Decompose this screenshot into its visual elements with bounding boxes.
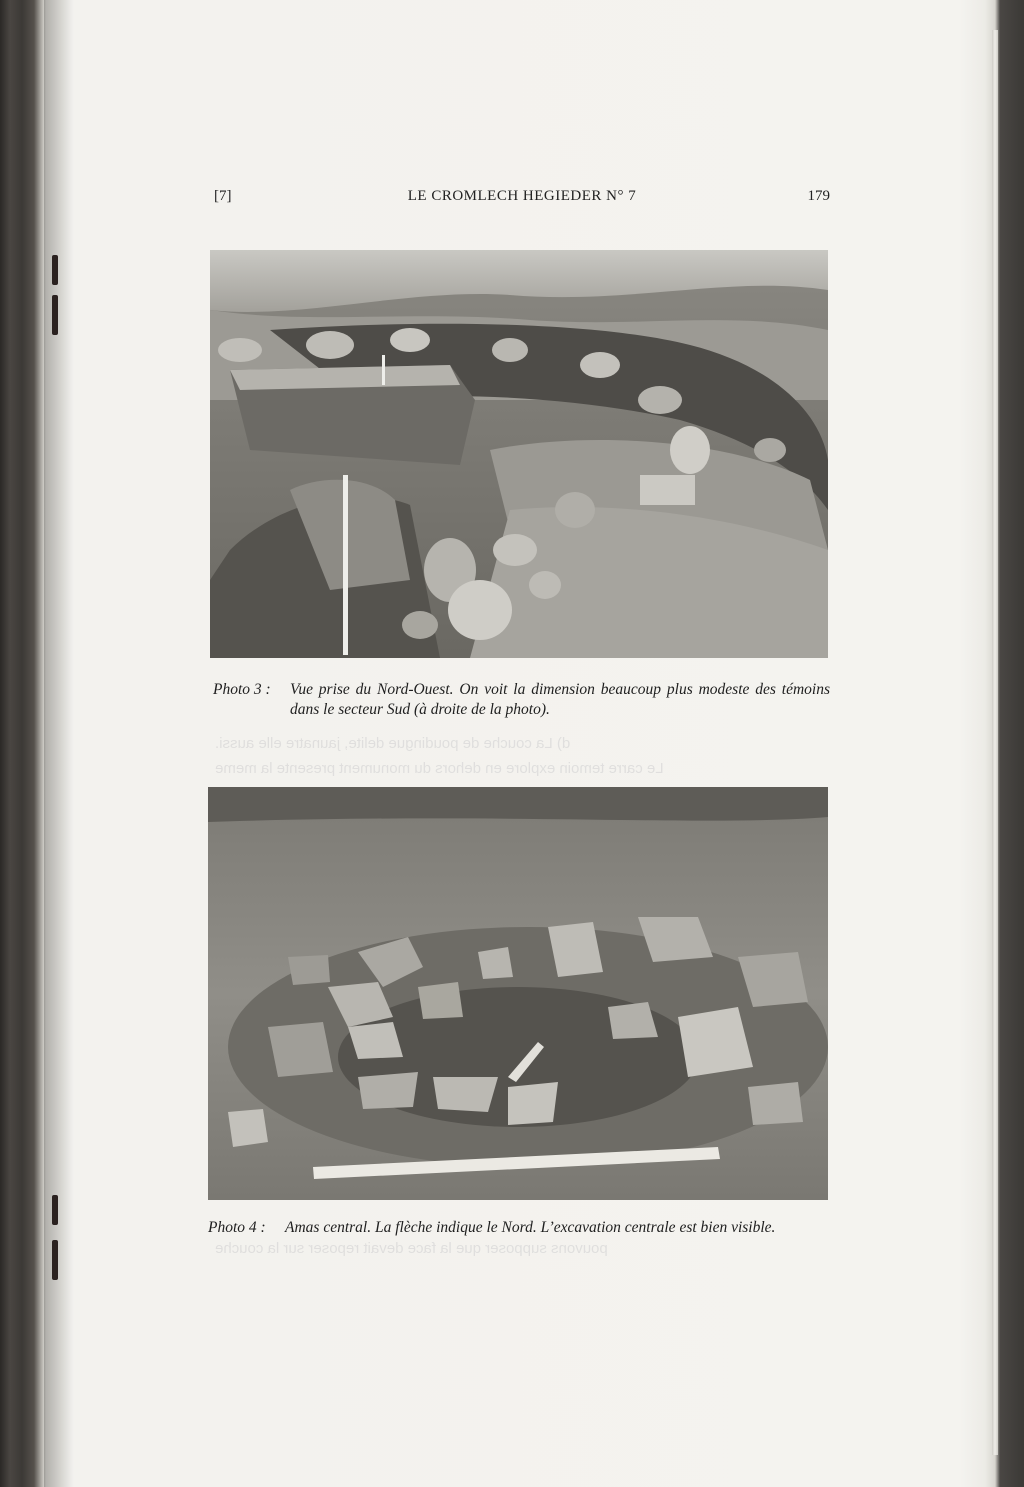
bleed-through-text: d) La couche de poudingue delite, jaunatre elle aussi. (215, 735, 571, 752)
photo-4-caption-text: Amas central. La flèche indique le Nord. L’excavation centrale est bien visible. (285, 1219, 776, 1236)
photo-3-label: Photo 3 : (213, 681, 271, 698)
spine-shadow (44, 0, 74, 1487)
binding-staple-mark (52, 295, 58, 335)
photo-4-label: Photo 4 : (208, 1219, 266, 1236)
photo-3-excavation-northwest-view (210, 250, 828, 658)
photo-3-caption-text: Vue prise du Nord-Ouest. On voit la dimension beaucoup plus modeste des témoins dans le secteur Sud (à droite de la photo). (290, 681, 830, 718)
section-number: [7] (214, 188, 232, 204)
bleed-through-text: Le carre temoin explore en dehors du monument presente la meme (215, 760, 664, 777)
binding-staple-mark (52, 255, 58, 285)
photo-4-central-cairn (208, 787, 828, 1200)
running-header (214, 188, 830, 212)
photo-4-image (208, 787, 828, 1200)
page-edge (992, 30, 998, 1455)
page-number: 179 (807, 188, 830, 204)
photo-4-caption (208, 1218, 828, 1238)
photo-3-caption (213, 680, 830, 720)
binding-staple-mark (52, 1240, 58, 1280)
running-title: LE CROMLECH HEGIEDER N° 7 (407, 188, 637, 204)
photo-3-image (210, 250, 828, 658)
binding-staple-mark (52, 1195, 58, 1225)
bleed-through-text: pouvons supposer que la face devait reposer sur la couche (215, 1240, 608, 1257)
